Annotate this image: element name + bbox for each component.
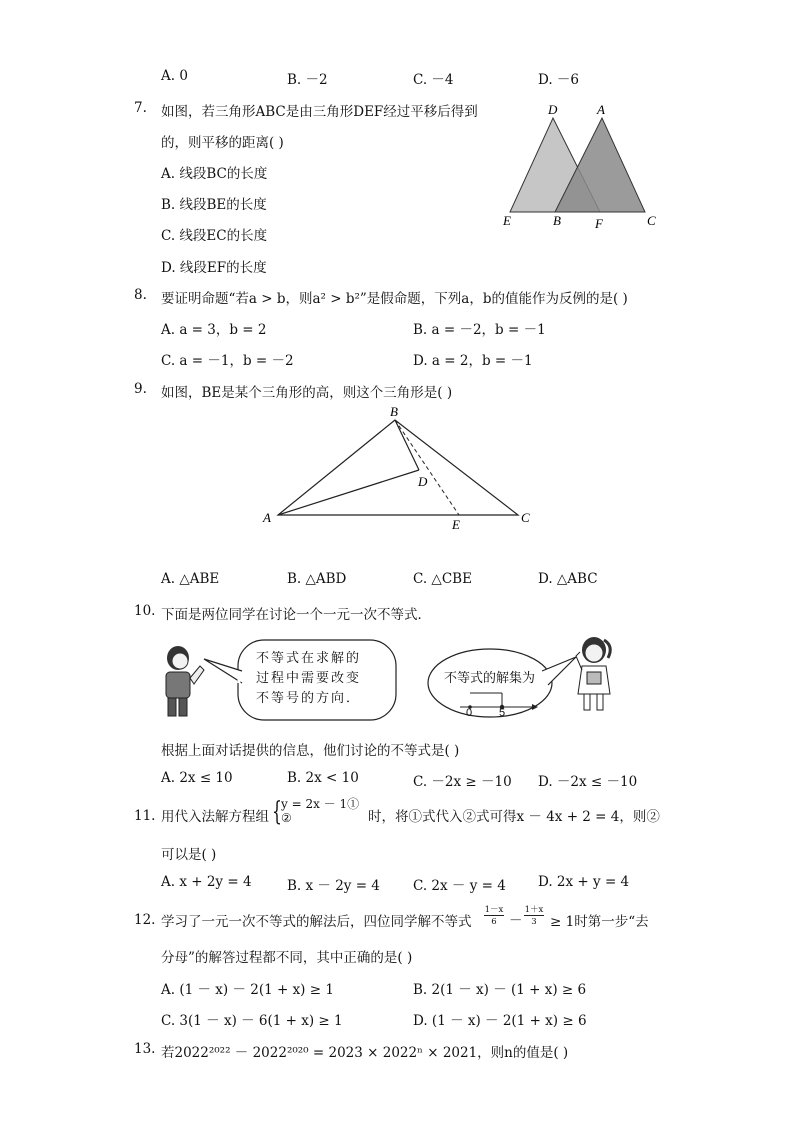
- q7-option-d[interactable]: D. 线段EF的长度: [161, 260, 267, 276]
- q8-option-a[interactable]: A. a = 3，b = 2: [161, 322, 267, 338]
- q10-number: 10.: [134, 603, 156, 619]
- q11-stem-post: 时，将①式代入②式可得x － 4x + 2 = 4，则②: [368, 809, 660, 825]
- q13-stem: 若2022²⁰²² － 2022²⁰²⁰ = 2023 × 2022ⁿ × 2021，则n的值是( ): [161, 1045, 569, 1061]
- q12-option-a[interactable]: A. (1 － x) － 2(1 + x) ≥ 1: [161, 982, 334, 998]
- q7-option-c[interactable]: C. 线段EC的长度: [161, 228, 268, 244]
- q7-number: 7.: [134, 100, 147, 116]
- q12-frac2-denominator: 3: [531, 917, 537, 927]
- q10-option-a[interactable]: A. 2x ≤ 10: [161, 770, 233, 786]
- q12-stem-pre: 学习了一元一次不等式的解法后，四位同学解不等式: [161, 914, 472, 930]
- segment-ad: [278, 470, 419, 515]
- q12-frac2-numerator: 1＋x: [524, 905, 544, 915]
- numberline-label-0: 0: [466, 707, 473, 719]
- q11-brace: {: [272, 797, 282, 827]
- q8-stem: 要证明命题“若a > b，则a² > b²”是假命题，下列a，b的值能作为反例的是( ): [161, 291, 628, 307]
- q12-option-d[interactable]: D. (1 － x) － 2(1 + x) ≥ 6: [413, 1013, 587, 1029]
- q10-option-d[interactable]: D. －2x ≤ －10: [538, 774, 638, 790]
- numberline-label-5: 5: [499, 707, 506, 719]
- q7-option-a[interactable]: A. 线段BC的长度: [161, 166, 268, 182]
- label-d: D: [418, 474, 428, 489]
- triangle-abc: [278, 420, 518, 515]
- bubble-left-line1: 不等式在求解的: [256, 651, 362, 666]
- q6-option-d[interactable]: D. －6: [538, 72, 580, 88]
- altitude-be: [395, 420, 459, 515]
- q7-option-b[interactable]: B. 线段BE的长度: [161, 197, 267, 213]
- q12-frac2-bar: [524, 915, 544, 916]
- label-d: D: [548, 102, 558, 117]
- q10-stem: 下面是两位同学在讨论一个一元一次不等式．: [161, 607, 431, 623]
- q11-equation-2: ②: [281, 811, 292, 825]
- q9-option-c[interactable]: C. △CBE: [413, 571, 472, 587]
- q9-option-d[interactable]: D. △ABC: [538, 571, 598, 587]
- label-e: E: [503, 213, 511, 228]
- q9-option-a[interactable]: A. △ABE: [161, 571, 220, 587]
- q12-minus: －: [509, 913, 523, 929]
- segment-bd: [395, 420, 419, 470]
- bubble-right-text: 不等式的解集为: [444, 671, 536, 686]
- label-a: A: [597, 102, 605, 117]
- q7-stem-line2: 的，则平移的距离( ): [161, 135, 284, 151]
- bubble-left-line3: 不等号的方向．: [256, 691, 362, 706]
- q8-option-d[interactable]: D. a = 2，b = －1: [413, 353, 533, 369]
- q10-question: 根据上面对话提供的信息，他们讨论的不等式是( ): [161, 743, 460, 759]
- q7-stem-line1: 如图，若三角形ABC是由三角形DEF经过平移后得到: [161, 104, 478, 120]
- q11-option-a[interactable]: A. x + 2y = 4: [161, 874, 252, 890]
- q11-stem-line2: 可以是( ): [161, 847, 217, 863]
- label-a: A: [263, 510, 271, 525]
- q12-frac1-numerator: 1－x: [484, 905, 504, 915]
- q12-stem-post: ≥ 1时第一步“去: [550, 914, 649, 930]
- q9-option-b[interactable]: B. △ABD: [287, 571, 347, 587]
- q12-frac1-bar: [484, 915, 504, 916]
- q11-option-d[interactable]: D. 2x + y = 4: [538, 874, 630, 890]
- label-b: B: [553, 213, 561, 228]
- q8-option-b[interactable]: B. a = －2，b = －1: [413, 322, 546, 338]
- q10-option-c[interactable]: C. －2x ≥ －10: [413, 774, 512, 790]
- q6-option-a[interactable]: A. 0: [161, 68, 188, 84]
- q11-number: 11.: [134, 808, 156, 824]
- q12-stem-line2: 分母”的解答过程都不同，其中正确的是( ): [161, 950, 413, 966]
- label-c: C: [521, 510, 530, 525]
- q9-number: 9.: [134, 381, 147, 397]
- label-e: E: [452, 517, 460, 532]
- label-f: F: [595, 216, 603, 231]
- q6-option-c[interactable]: C. －4: [413, 72, 454, 88]
- q12-number: 12.: [134, 912, 156, 928]
- label-b: B: [390, 404, 398, 419]
- label-c: C: [647, 213, 656, 228]
- q7-translation-figure: [498, 98, 668, 234]
- q9-triangle-figure: [255, 402, 545, 534]
- q11-equation-1: y = 2x － 1①: [281, 797, 360, 811]
- q11-option-c[interactable]: C. 2x － y = 4: [413, 878, 506, 894]
- q10-option-b[interactable]: B. 2x < 10: [287, 770, 359, 786]
- q6-option-b[interactable]: B. －2: [287, 72, 328, 88]
- q11-option-b[interactable]: B. x － 2y = 4: [287, 878, 380, 894]
- bubble-left-line2: 过程中需要改变: [256, 671, 362, 686]
- q9-stem: 如图，BE是某个三角形的高，则这个三角形是( ): [161, 385, 453, 401]
- q8-number: 8.: [134, 287, 147, 303]
- student-girl-illustration: [574, 632, 618, 714]
- q11-stem-pre: 用代入法解方程组: [161, 809, 269, 825]
- q12-frac1-denominator: 6: [491, 917, 497, 927]
- q8-option-c[interactable]: C. a = －1，b = －2: [161, 353, 294, 369]
- q12-option-b[interactable]: B. 2(1 － x) － (1 + x) ≥ 6: [413, 982, 587, 998]
- q12-option-c[interactable]: C. 3(1 － x) － 6(1 + x) ≥ 1: [161, 1013, 343, 1029]
- q13-number: 13.: [134, 1041, 156, 1057]
